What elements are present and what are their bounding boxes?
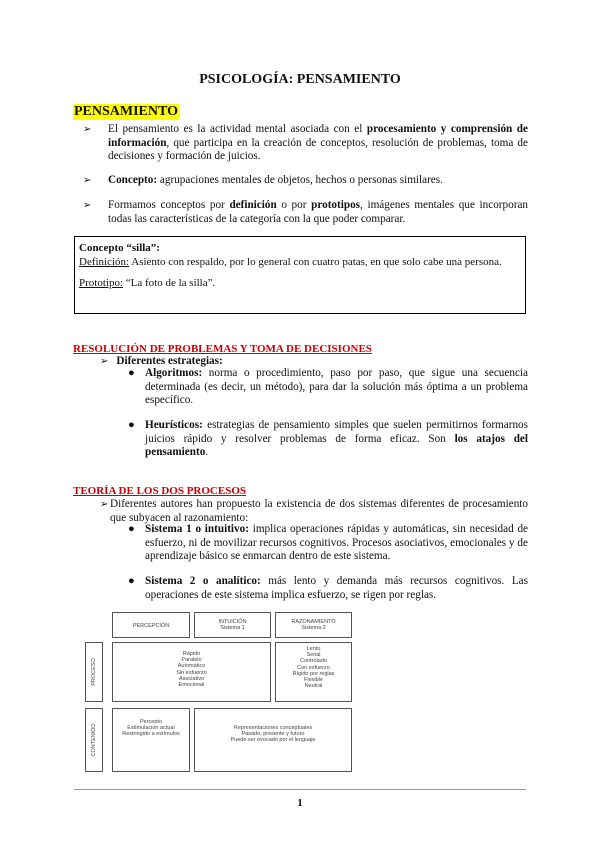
prototype-label: Prototipo: — [79, 277, 124, 289]
label-proceso: PROCESO — [85, 642, 103, 702]
diagram-line: Con esfuerzo — [297, 664, 330, 671]
diagram-line: Puede ser evocado por el lenguaje — [230, 737, 316, 744]
bullet-dot-icon: ● — [128, 523, 135, 535]
arrow-bullet-icon: ➢ — [83, 124, 92, 135]
dot-sistema-1: ● Sistema 1 o intuitivo: implica operaciones rápidas y automáticas, sin necesidad de esfuerzo, ni de movilizar recursos cognitivos. Procesos asociativos, emocionales y de aprendizaje básico se enmarcan dentro de este sistema. — [128, 523, 529, 562]
diagram-line: Neutral — [304, 683, 323, 690]
cell-contenido-percepcion — [112, 708, 190, 772]
concept-example-box — [74, 236, 526, 314]
diagram-line: Rígido por reglas — [292, 670, 335, 677]
diagram-line: Emocional — [178, 682, 205, 689]
dot-sistema-2: ● Sistema 2 o analítico: más lento y demanda más recursos cognitivos. Las operaciones de este sistema implica esfuerzo, se rigen por reglas. — [128, 575, 528, 601]
diagram-line: Rápido — [182, 651, 201, 657]
diagram-line: Paralelo — [181, 657, 202, 664]
arrow-bullet-icon: ➢ — [83, 200, 92, 211]
bullet-dos-procesos: ➢ Diferentes autores han propuesto la existencia de dos sistemas diferentes de procesamiento que subyacen al razonamiento: — [100, 498, 528, 524]
diagram-line: Serial — [306, 652, 321, 659]
diagram-line: Percepto — [139, 719, 162, 725]
diagram-line: Restringido a estímulos — [122, 731, 180, 738]
diagram-line: Flexible — [304, 677, 323, 684]
bullet-prototipos: ➢ Formamos conceptos por definición o por prototipos, imágenes mentales que incorporan todas las características de la categoría con la que poder comparar. — [83, 199, 529, 225]
bullet-dot-icon: ● — [128, 419, 135, 431]
footer-divider — [74, 789, 526, 790]
section-heading-resolucion: RESOLUCIÓN DE PROBLEMAS Y TOMA DE DECISIONES — [73, 343, 372, 355]
box-title: Concepto “silla”: — [79, 242, 160, 254]
dual-process-diagram — [84, 606, 354, 774]
cell-proceso-sistema-1 — [112, 642, 271, 702]
dot-algoritmos: ● Algoritmos: norma o procedimiento, paso por paso, que sigue una secuencia determinada (es decir, un método), para dar la solución más óptima a un problema específico. — [128, 367, 528, 406]
definition-text: Asiento con respaldo, por lo general con cuatro patas, en que solo cabe una persona. — [129, 256, 502, 268]
diagram-line: Lento — [306, 646, 321, 652]
sub-estrategias: ➢ Diferentes estrategias: — [100, 355, 223, 367]
page-title: PSICOLOGÍA: PENSAMIENTO — [199, 72, 401, 87]
dot-heuristicos: ● Heurísticos: estrategias de pensamiento simples que suelen permitirnos formarnos juicios rápido y resolver problemas de forma eficaz. Son los atajos del pensamiento. — [128, 419, 528, 458]
diagram-line: Automático — [177, 663, 206, 670]
bullet-concepto: ➢ Concepto: agrupaciones mentales de objetos, hechos o personas similares. — [83, 174, 443, 186]
diagram-line: Controlado — [300, 658, 327, 665]
bullet-dot-icon: ● — [128, 575, 135, 587]
diagram-line: Asociativo — [178, 675, 205, 682]
diagram-line: Estimulación actual — [127, 725, 175, 732]
section-heading-pensamiento: PENSAMIENTO — [74, 104, 178, 119]
arrow-bullet-icon: ➢ — [100, 499, 109, 510]
bullet-definition: ➢ El pensamiento es la actividad mental asociada con el procesamiento y comprensión de información, que participa en la creación de conceptos, resolución de problemas, toma de decisiones y formación de juicios. — [83, 123, 528, 162]
arrow-bullet-icon: ➢ — [83, 175, 92, 186]
page-number: 1 — [297, 797, 303, 809]
section-heading-dos-procesos: TEORÍA DE LOS DOS PROCESOS — [73, 485, 246, 497]
arrow-bullet-icon: ➢ — [100, 356, 109, 367]
diagram-line: Pasado, presente y futuro — [241, 731, 305, 738]
definition-label: Definición: — [79, 256, 130, 268]
cell-intuicion: INTUICIÓN Sistema 1 — [194, 612, 271, 638]
diagram-line: Representaciones conceptuales — [233, 725, 313, 731]
cell-razonamiento: RAZONAMIENTO Sistema 2 — [275, 612, 352, 638]
cell-proceso-sistema-2 — [275, 642, 352, 702]
cell-contenido-conceptual — [194, 708, 352, 772]
prototype-text: “La foto de la silla”. — [123, 277, 216, 289]
bullet-dot-icon: ● — [128, 367, 135, 379]
cell-percepcion: PERCEPCIÓN — [112, 612, 190, 638]
label-contenido: CONTENIDO — [85, 708, 103, 772]
diagram-line: Sin esfuerzo — [176, 669, 207, 676]
